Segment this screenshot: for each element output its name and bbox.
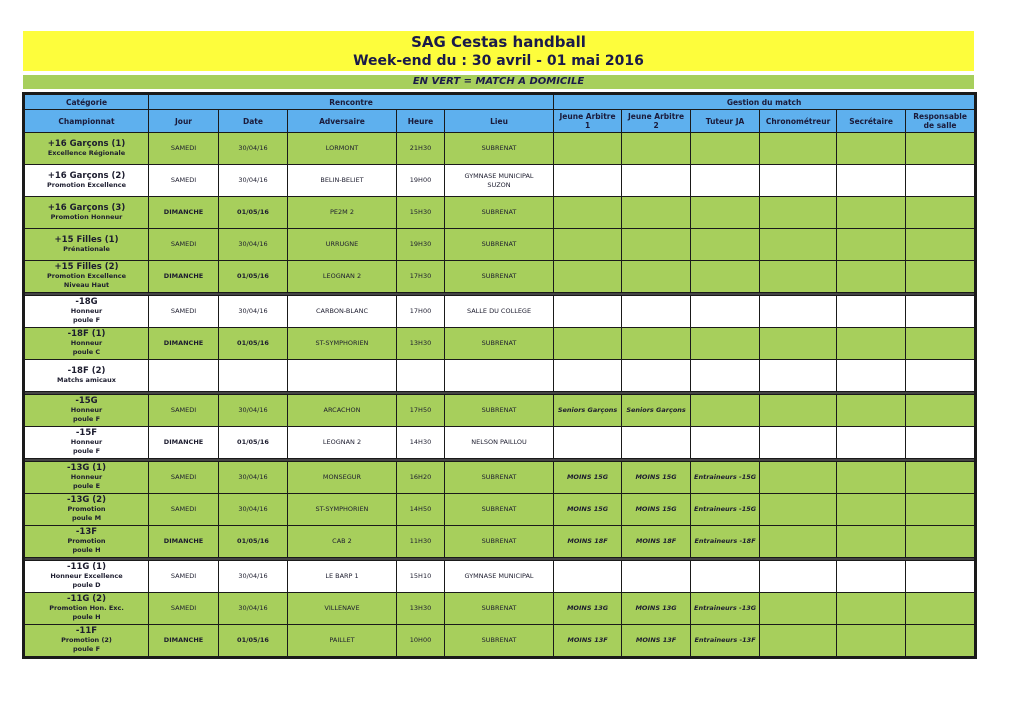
cell-date: 01/05/16 [219,261,288,293]
categorie-line: poule F [72,316,101,324]
cell-responsable-salle [906,133,976,165]
lieu-line: SUBRENAT [481,240,517,248]
cell-responsable-salle [906,427,976,459]
cell-secretaire [837,561,906,593]
cell-adversaire: LE BARP 1 [288,561,397,593]
table-row [24,261,976,293]
cell-responsable-salle [906,395,976,427]
col-resp-line2: de salle [923,121,957,130]
cell-lieu [445,561,554,593]
col-tuteur-ja: Tuteur JA [691,110,760,133]
cell-jeune-arbitre-2: MOINS 15G [622,462,691,494]
cell-chronometreur [760,593,837,625]
categorie-line: Promotion Excellence [46,272,126,280]
cell-tuteur-ja [691,296,760,328]
cell-date: 30/04/16 [219,395,288,427]
cell-categorie [24,494,149,526]
cell-jour: DIMANCHE [149,427,219,459]
categorie-line: Honneur [70,406,103,414]
cell-heure: 10H00 [397,625,445,658]
categorie-line: poule C [72,348,101,356]
cell-responsable-salle [906,360,976,392]
col-jeune-arbitre-1 [554,110,622,133]
cell-categorie [24,133,149,165]
cell-tuteur-ja: Entraineurs -15G [691,462,760,494]
cell-tuteur-ja [691,165,760,197]
lieu-line: SUBRENAT [481,505,517,513]
cell-jour: SAMEDI [149,395,219,427]
cell-heure: 17H00 [397,296,445,328]
table-row [24,328,976,360]
cell-adversaire: ST-SYMPHORIEN [288,328,397,360]
cell-categorie [24,625,149,658]
cell-tuteur-ja [691,427,760,459]
cell-adversaire: MONSEGUR [288,462,397,494]
categorie-line: poule M [71,514,102,522]
col-adversaire: Adversaire [288,110,397,133]
cell-categorie [24,229,149,261]
categorie-line: Excellence Régionale [47,148,126,157]
categorie-line: Promotion [67,537,106,545]
cell-lieu [445,462,554,494]
cell-jeune-arbitre-1: MOINS 13G [554,593,622,625]
header-categorie: Catégorie [24,94,149,110]
cell-responsable-salle [906,462,976,494]
table-row [24,360,976,392]
col-ja2-line1: Jeune Arbitre [628,112,685,121]
cell-lieu [445,427,554,459]
cell-lieu [445,261,554,293]
col-championnat: Championnat [24,110,149,133]
cell-secretaire [837,165,906,197]
cell-jeune-arbitre-2 [622,261,691,293]
col-heure: Heure [397,110,445,133]
categorie-line: poule F [72,645,101,653]
table-row [24,561,976,593]
cell-secretaire [837,526,906,558]
cell-heure: 14H50 [397,494,445,526]
cell-chronometreur [760,229,837,261]
cell-jeune-arbitre-1 [554,561,622,593]
cell-jeune-arbitre-1: Seniors Garçons [554,395,622,427]
col-ja2-line2: 2 [653,121,659,130]
cell-jour: DIMANCHE [149,625,219,658]
cell-responsable-salle [906,625,976,658]
cell-jeune-arbitre-2 [622,561,691,593]
cell-categorie [24,296,149,328]
cell-categorie [24,328,149,360]
cell-adversaire: URRUGNE [288,229,397,261]
categorie-line: +15 Filles (2) [54,262,119,272]
cell-date: 01/05/16 [219,197,288,229]
categorie-line: Honneur Excellence [50,572,123,580]
cell-jour: DIMANCHE [149,328,219,360]
cell-date: 30/04/16 [219,229,288,261]
lieu-line: SUZON [487,180,511,189]
cell-heure: 21H30 [397,133,445,165]
cell-heure: 19H00 [397,165,445,197]
cell-categorie [24,395,149,427]
table-row [24,133,976,165]
cell-secretaire [837,328,906,360]
categorie-line: Honneur [70,339,103,347]
lieu-line: GYMNASE MUNICIPAL [464,572,534,580]
cell-tuteur-ja [691,261,760,293]
cell-tuteur-ja [691,395,760,427]
cell-adversaire: LEOGNAN 2 [288,261,397,293]
lieu-line: SALLE DU COLLEGE [466,307,532,315]
col-lieu: Lieu [445,110,554,133]
cell-heure: 19H30 [397,229,445,261]
table-row [24,395,976,427]
cell-date: 01/05/16 [219,427,288,459]
categorie-line: -18F (1) [67,329,106,339]
header-gestion: Gestion du match [554,94,976,110]
categorie-line: poule E [72,482,101,490]
cell-jeune-arbitre-2 [622,328,691,360]
categorie-line: -11F [75,626,98,636]
table-row [24,494,976,526]
cell-responsable-salle [906,296,976,328]
cell-responsable-salle [906,526,976,558]
categorie-line: Matchs amicaux [56,375,117,384]
cell-adversaire: VILLENAVE [288,593,397,625]
cell-chronometreur [760,328,837,360]
title-banner [23,31,974,71]
cell-lieu [445,625,554,658]
cell-lieu [445,165,554,197]
cell-jour: SAMEDI [149,229,219,261]
col-chronometreur: Chronométreur [760,110,837,133]
categorie-line: +15 Filles (1) [54,234,119,245]
cell-jeune-arbitre-1 [554,197,622,229]
cell-jeune-arbitre-1: MOINS 18F [554,526,622,558]
categorie-line: Promotion [67,505,106,513]
schedule-table [22,92,977,659]
cell-secretaire [837,296,906,328]
cell-jeune-arbitre-1 [554,261,622,293]
cell-date: 01/05/16 [219,328,288,360]
lieu-line: SUBRENAT [481,406,517,414]
lieu-line: SUBRENAT [481,604,517,612]
cell-categorie [24,561,149,593]
cell-jeune-arbitre-2: MOINS 18F [622,526,691,558]
cell-secretaire [837,625,906,658]
lieu-line: SUBRENAT [481,208,517,216]
cell-lieu [445,494,554,526]
col-secretaire: Secrétaire [837,110,906,133]
cell-tuteur-ja: Entraineurs -18F [691,526,760,558]
page-title: SAG Cestas handball [411,33,586,51]
categorie-line: Honneur [70,307,103,315]
cell-tuteur-ja: Entraineurs -13G [691,593,760,625]
categorie-line: poule F [72,447,101,455]
categorie-line: -13F [75,527,98,537]
categorie-line: +16 Garçons (3) [47,202,126,213]
cell-jeune-arbitre-1: MOINS 15G [554,462,622,494]
cell-chronometreur [760,197,837,229]
cell-chronometreur [760,625,837,658]
cell-heure: 15H30 [397,197,445,229]
page-subtitle: Week-end du : 30 avril - 01 mai 2016 [353,53,644,69]
cell-heure: 14H30 [397,427,445,459]
cell-secretaire [837,229,906,261]
cell-chronometreur [760,165,837,197]
cell-responsable-salle [906,561,976,593]
cell-secretaire [837,197,906,229]
cell-date: 01/05/16 [219,526,288,558]
cell-jeune-arbitre-2: MOINS 13G [622,593,691,625]
cell-heure: 11H30 [397,526,445,558]
categorie-line: +16 Garçons (1) [47,138,126,149]
cell-jour: SAMEDI [149,133,219,165]
cell-heure: 17H30 [397,261,445,293]
cell-jeune-arbitre-1 [554,328,622,360]
table-row [24,526,976,558]
cell-date: 30/04/16 [219,462,288,494]
schedule-body [24,133,976,658]
cell-adversaire: PAILLET [288,625,397,658]
cell-lieu [445,296,554,328]
cell-categorie [24,593,149,625]
cell-chronometreur [760,296,837,328]
cell-chronometreur [760,526,837,558]
col-jeune-arbitre-2 [622,110,691,133]
cell-jour: SAMEDI [149,296,219,328]
cell-jour: SAMEDI [149,593,219,625]
cell-responsable-salle [906,593,976,625]
cell-jeune-arbitre-1 [554,165,622,197]
cell-heure: 13H30 [397,593,445,625]
cell-date: 01/05/16 [219,625,288,658]
cell-date: 30/04/16 [219,165,288,197]
cell-jeune-arbitre-1 [554,229,622,261]
cell-lieu [445,593,554,625]
cell-adversaire: ST-SYMPHORIEN [288,494,397,526]
table-row [24,296,976,328]
categorie-line: poule H [72,613,101,621]
cell-date: 30/04/16 [219,561,288,593]
cell-jour: DIMANCHE [149,526,219,558]
cell-lieu [445,133,554,165]
categorie-line: poule D [72,581,101,589]
categorie-line: Prénationale [63,244,110,253]
cell-chronometreur [760,360,837,392]
cell-chronometreur [760,261,837,293]
cell-adversaire: CARBON-BLANC [288,296,397,328]
cell-jour: SAMEDI [149,494,219,526]
categorie-line: -11G (2) [67,594,106,604]
cell-jeune-arbitre-1 [554,296,622,328]
cell-date: 30/04/16 [219,593,288,625]
cell-chronometreur [760,494,837,526]
cell-categorie [24,165,149,197]
cell-jeune-arbitre-2 [622,427,691,459]
categorie-line: -13G (1) [67,463,106,473]
cell-responsable-salle [906,261,976,293]
cell-secretaire [837,593,906,625]
table-row [24,165,976,197]
cell-categorie [24,462,149,494]
cell-date: 30/04/16 [219,296,288,328]
categorie-line: Niveau Haut [63,281,110,289]
cell-adversaire: CAB 2 [288,526,397,558]
lieu-line: SUBRENAT [481,537,517,545]
lieu-line: SUBRENAT [481,339,517,347]
cell-categorie [24,261,149,293]
cell-adversaire: PE2M 2 [288,197,397,229]
cell-jeune-arbitre-2: Seniors Garçons [622,395,691,427]
cell-jeune-arbitre-1: MOINS 13F [554,625,622,658]
table-row [24,427,976,459]
cell-responsable-salle [906,328,976,360]
cell-chronometreur [760,462,837,494]
cell-secretaire [837,462,906,494]
cell-secretaire [837,395,906,427]
cell-date: 30/04/16 [219,133,288,165]
cell-chronometreur [760,395,837,427]
col-ja1-line2: 1 [584,121,591,130]
cell-adversaire [288,360,397,392]
cell-responsable-salle [906,229,976,261]
cell-jour: DIMANCHE [149,197,219,229]
lieu-line: SUBRENAT [481,144,517,152]
cell-jeune-arbitre-1 [554,427,622,459]
cell-categorie [24,526,149,558]
cell-adversaire: LEOGNAN 2 [288,427,397,459]
cell-secretaire [837,360,906,392]
header-rencontre: Rencontre [149,94,554,110]
categorie-line: poule F [72,415,101,423]
cell-jeune-arbitre-1 [554,133,622,165]
cell-jour: DIMANCHE [149,261,219,293]
categorie-line: Honneur [70,473,103,481]
cell-jeune-arbitre-2: MOINS 13F [622,625,691,658]
cell-jeune-arbitre-2: MOINS 15G [622,494,691,526]
cell-jeune-arbitre-1: MOINS 15G [554,494,622,526]
categorie-line: Promotion Honneur [50,212,123,221]
categorie-line: -15G [75,396,98,406]
cell-heure: 13H30 [397,328,445,360]
col-jour: Jour [149,110,219,133]
table-row [24,593,976,625]
cell-secretaire [837,494,906,526]
legend-banner: EN VERT = MATCH A DOMICILE [23,75,974,89]
table-row [24,197,976,229]
cell-jour [149,360,219,392]
lieu-line: GYMNASE MUNICIPAL [464,171,534,180]
table-row [24,625,976,658]
cell-jeune-arbitre-2 [622,133,691,165]
table-row [24,462,976,494]
col-resp-line1: Responsable [913,112,967,121]
cell-heure: 17H50 [397,395,445,427]
cell-categorie [24,360,149,392]
cell-tuteur-ja: Entraineurs -15G [691,494,760,526]
cell-jour: SAMEDI [149,561,219,593]
categorie-line: -18F (2) [67,365,106,376]
cell-categorie [24,427,149,459]
cell-tuteur-ja [691,133,760,165]
cell-tuteur-ja [691,360,760,392]
categorie-line: Promotion Hon. Exc. [49,604,124,612]
cell-chronometreur [760,133,837,165]
cell-chronometreur [760,427,837,459]
cell-responsable-salle [906,197,976,229]
cell-heure [397,360,445,392]
categorie-line: Promotion (2) [61,636,112,644]
cell-jeune-arbitre-2 [622,296,691,328]
cell-adversaire: ARCACHON [288,395,397,427]
cell-tuteur-ja [691,328,760,360]
lieu-line: SUBRENAT [481,636,517,644]
cell-lieu [445,526,554,558]
lieu-line: SUBRENAT [481,272,517,280]
cell-jeune-arbitre-2 [622,165,691,197]
categorie-line: +16 Garçons (2) [47,170,126,181]
cell-jeune-arbitre-2 [622,360,691,392]
categorie-line: -18G [75,297,98,307]
categorie-line: poule H [72,546,101,554]
cell-secretaire [837,133,906,165]
categorie-line: Honneur [70,438,103,446]
cell-lieu [445,395,554,427]
cell-date [219,360,288,392]
cell-jeune-arbitre-2 [622,197,691,229]
categorie-line: -15F [75,428,98,438]
lieu-line: NELSON PAILLOU [471,438,527,446]
cell-lieu [445,328,554,360]
cell-jeune-arbitre-2 [622,229,691,261]
cell-tuteur-ja: Entraineurs -13F [691,625,760,658]
cell-adversaire: LORMONT [288,133,397,165]
cell-heure: 16H20 [397,462,445,494]
categorie-line: -13G (2) [67,495,106,505]
col-responsable-salle [906,110,976,133]
categorie-line: -11G (1) [67,562,106,572]
cell-chronometreur [760,561,837,593]
cell-categorie [24,197,149,229]
cell-responsable-salle [906,494,976,526]
lieu-line: SUBRENAT [481,473,517,481]
cell-secretaire [837,261,906,293]
col-date: Date [219,110,288,133]
cell-jour: SAMEDI [149,462,219,494]
cell-adversaire: BELIN-BELIET [288,165,397,197]
cell-tuteur-ja [691,197,760,229]
cell-jeune-arbitre-1 [554,360,622,392]
cell-heure: 15H10 [397,561,445,593]
cell-lieu [445,197,554,229]
cell-secretaire [837,427,906,459]
cell-responsable-salle [906,165,976,197]
categorie-line: Promotion Excellence [46,180,126,189]
cell-tuteur-ja [691,229,760,261]
cell-tuteur-ja [691,561,760,593]
cell-date: 30/04/16 [219,494,288,526]
cell-jour: SAMEDI [149,165,219,197]
table-row [24,229,976,261]
cell-lieu [445,229,554,261]
col-ja1-line1: Jeune Arbitre [559,112,616,121]
cell-lieu [445,360,554,392]
